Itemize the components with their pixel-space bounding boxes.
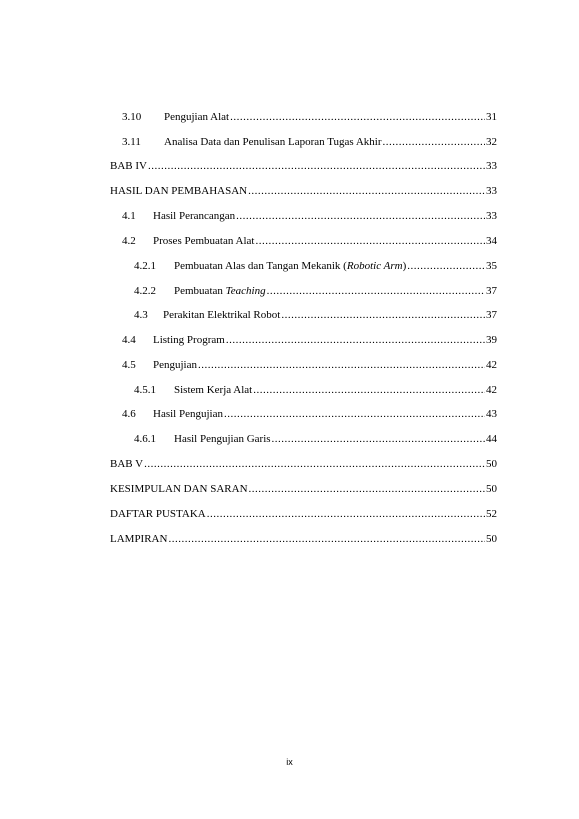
toc-entry-4-5 xyxy=(122,359,497,372)
toc-entry-number: 4.6.1 xyxy=(134,433,156,445)
toc-entry-title: Hasil Pengujian xyxy=(153,408,223,420)
toc-leader-dots xyxy=(267,285,485,298)
toc-entry-number: 4.6 xyxy=(122,408,136,420)
toc-entry-title: Pengujian Alat xyxy=(164,111,230,123)
toc-entry-title: HASIL DAN PEMBAHASAN xyxy=(110,185,248,197)
toc-entry-page: 31 xyxy=(486,111,497,123)
toc-entry-4-3 xyxy=(134,309,497,322)
toc-entry-page: 44 xyxy=(486,433,497,445)
toc-entry-daftar-pustaka xyxy=(110,508,497,521)
toc-entry-page: 50 xyxy=(486,533,497,545)
toc-entry-number: 4.5 xyxy=(122,359,136,371)
toc-entry-4-6 xyxy=(122,408,497,421)
toc-leader-dots xyxy=(272,433,485,446)
toc-entry-bab-v xyxy=(110,458,497,471)
toc-leader-dots xyxy=(224,408,485,421)
page-number: ix xyxy=(286,757,293,767)
toc-entry-page: 33 xyxy=(486,160,497,172)
toc-leader-dots xyxy=(226,334,485,347)
toc-entry-title: Listing Program xyxy=(153,334,225,346)
toc-entry-title: Hasil Pengujian Garis xyxy=(174,433,271,445)
toc-entry-title: Proses Pembuatan Alat xyxy=(153,235,255,247)
toc-leader-dots xyxy=(253,384,485,397)
toc-entry-number: 4.2.1 xyxy=(134,260,156,272)
toc-leader-dots xyxy=(198,359,485,372)
toc-entry-lampiran xyxy=(110,533,497,546)
toc-entry-page: 34 xyxy=(486,235,497,247)
toc-entry-title: Hasil Perancangan xyxy=(153,210,236,222)
toc-entry-title: BAB IV xyxy=(110,160,147,172)
toc-leader-dots xyxy=(230,111,485,124)
toc-entry-4-2-2 xyxy=(134,285,497,298)
toc-entry-title: Sistem Kerja Alat xyxy=(174,384,253,396)
toc-leader-dots xyxy=(144,458,485,471)
toc-entry-page: 39 xyxy=(486,334,497,346)
toc-entry-title: Pembuatan Teaching xyxy=(174,285,266,297)
toc-entry-4-4 xyxy=(122,334,497,347)
toc-entry-3-11 xyxy=(122,136,497,149)
toc-entry-page: 42 xyxy=(486,384,497,396)
toc-entry-number: 4.2.2 xyxy=(134,285,156,297)
toc-entry-kesimpulan-dan-saran xyxy=(110,483,497,496)
toc-leader-dots xyxy=(168,533,485,546)
toc-entry-number: 3.10 xyxy=(122,111,142,123)
toc-leader-dots xyxy=(207,508,485,521)
toc-entry-page: 35 xyxy=(486,260,497,272)
toc-leader-dots xyxy=(249,483,485,496)
toc-entry-4-6-1 xyxy=(134,433,497,446)
toc-entry-number: 4.5.1 xyxy=(134,384,156,396)
toc-leader-dots xyxy=(248,185,485,198)
toc-entry-4-2-1 xyxy=(134,260,497,273)
toc-entry-title: Pengujian xyxy=(153,359,197,371)
toc-entry-page: 50 xyxy=(486,483,497,495)
toc-entry-number: 4.1 xyxy=(122,210,136,222)
toc-entry-title: Pembuatan Alas dan Tangan Mekanik (Robotic Arm) xyxy=(174,260,407,272)
toc-entry-title: DAFTAR PUSTAKA xyxy=(110,508,206,520)
toc-entry-page: 37 xyxy=(486,285,497,297)
toc-entry-title: LAMPIRAN xyxy=(110,533,168,545)
toc-entry-number: 4.3 xyxy=(134,309,148,321)
toc-entry-4-5-1 xyxy=(134,384,497,397)
toc-leader-dots xyxy=(407,260,485,273)
toc-entry-page: 33 xyxy=(486,185,497,197)
toc-entry-4-1 xyxy=(122,210,497,223)
toc-entry-title: KESIMPULAN DAN SARAN xyxy=(110,483,248,495)
toc-leader-dots xyxy=(255,235,485,248)
toc-entry-page: 42 xyxy=(486,359,497,371)
toc-entry-3-10 xyxy=(122,111,497,124)
toc-entry-number: 3.11 xyxy=(122,136,141,148)
toc-leader-dots xyxy=(148,160,485,173)
toc-leader-dots xyxy=(383,136,485,149)
toc-entry-page: 37 xyxy=(486,309,497,321)
toc-leader-dots xyxy=(281,309,485,322)
toc-entry-hasil-dan-pembahasan xyxy=(110,185,497,198)
toc-entry-title: Analisa Data dan Penulisan Laporan Tugas Akhir xyxy=(164,136,382,148)
toc-entry-page: 43 xyxy=(486,408,497,420)
toc-entry-page: 32 xyxy=(486,136,497,148)
toc-entry-bab-iv xyxy=(110,160,497,173)
toc-entry-page: 50 xyxy=(486,458,497,470)
toc-entry-title: Perakitan Elektrikal Robot xyxy=(163,309,281,321)
toc-leader-dots xyxy=(236,210,485,223)
toc-entry-number: 4.2 xyxy=(122,235,136,247)
toc-entry-page: 33 xyxy=(486,210,497,222)
toc-entry-title: BAB V xyxy=(110,458,144,470)
toc-entry-page: 52 xyxy=(486,508,497,520)
toc-entry-4-2 xyxy=(122,235,497,248)
toc-entry-number: 4.4 xyxy=(122,334,136,346)
